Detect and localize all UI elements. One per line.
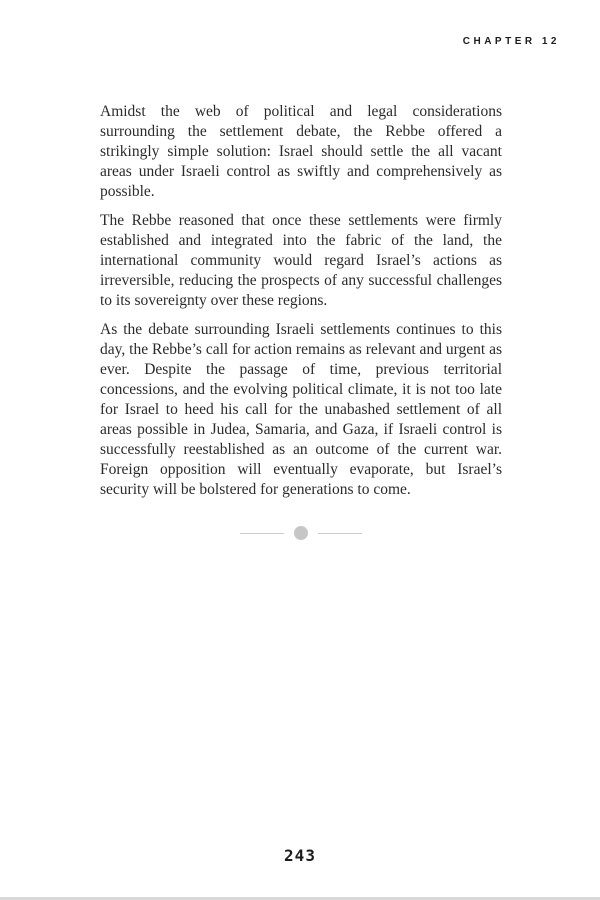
divider-dot-icon bbox=[294, 526, 308, 540]
paragraph-1: Amidst the web of political and legal considerations surrounding the settlement debate, the Rebbe offered a strikingly simple solution: Israel should settle the all vacant areas under Israeli control as swiftly and comprehensively as possible. bbox=[100, 103, 502, 200]
paragraph-3: As the debate surrounding Israeli settlements continues to this day, the Rebbe’s call for action remains as relevant and urgent as ever. Despite the passage of time, previous territorial concessions, and the evolving political climate, it is not too late for Israel to heed his call for the unabashed settlement of all areas possible in Judea, Samaria, and Gaza, if Israeli control is successfully reestablished as an outcome of the current war. Foreign opposition will eventually evaporate, but Israel’s security will be bolstered for generations to come. bbox=[100, 321, 502, 498]
paragraph-2: The Rebbe reasoned that once these settlements were firmly established and integrated into the fabric of the land, the international community would regard Israel’s actions as irreversible, reducing the prospects of any successful challenges to its sovereignty over these regions. bbox=[100, 212, 502, 309]
divider-line-left bbox=[240, 533, 284, 534]
divider-line-right bbox=[318, 533, 362, 534]
section-divider bbox=[100, 526, 502, 540]
page-number: 243 bbox=[284, 846, 316, 865]
chapter-header: CHAPTER 12 bbox=[462, 36, 560, 47]
page-content bbox=[100, 102, 502, 540]
